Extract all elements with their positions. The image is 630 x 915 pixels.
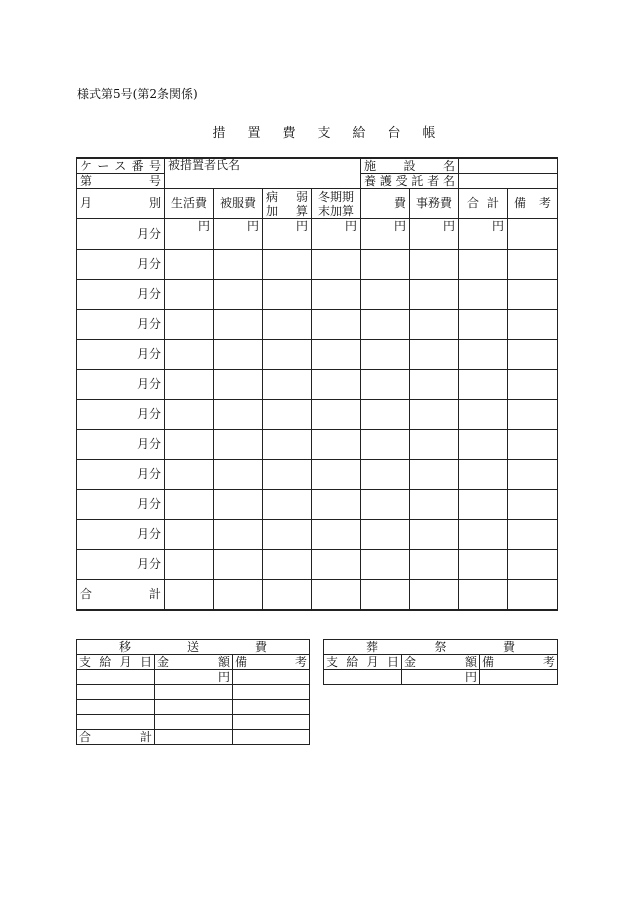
ledger-cell[interactable] — [263, 310, 312, 340]
total-row — [77, 580, 558, 611]
col-winter-top: 冬期期 — [318, 189, 355, 204]
ledger-cell[interactable] — [214, 250, 263, 280]
yen-mark: 円 — [263, 219, 312, 250]
document-title: 措置費支給台帳 — [212, 126, 458, 141]
total-cell[interactable] — [312, 580, 361, 611]
ledger-cell[interactable] — [263, 340, 312, 370]
ledger-cell[interactable] — [312, 310, 361, 340]
total-cell[interactable] — [263, 580, 312, 611]
ledger-cell[interactable] — [312, 490, 361, 520]
funeral-remarks-header: 備考 — [480, 655, 558, 670]
transport-remarks-header: 備考 — [233, 655, 310, 670]
ledger-cell[interactable] — [312, 550, 361, 580]
month-label: 月分 — [77, 310, 165, 340]
col-sick-top: 病弱 — [266, 189, 308, 204]
ledger-cell[interactable] — [312, 460, 361, 490]
ledger-cell[interactable] — [459, 460, 508, 490]
transport-remarks-cell[interactable] — [233, 715, 310, 730]
month-row — [77, 250, 558, 280]
ledger-cell[interactable] — [214, 430, 263, 460]
ledger-cell[interactable] — [361, 550, 410, 580]
transport-amount-cell[interactable] — [155, 685, 233, 700]
yen-mark: 円 — [410, 219, 459, 250]
ledger-cell[interactable] — [165, 250, 214, 280]
ledger-cell[interactable] — [459, 280, 508, 310]
transport-remarks-cell[interactable] — [233, 685, 310, 700]
ledger-cell[interactable] — [165, 340, 214, 370]
total-cell[interactable] — [214, 580, 263, 611]
total-cell[interactable] — [361, 580, 410, 611]
ledger-cell[interactable] — [508, 520, 558, 550]
ledger-cell[interactable] — [214, 550, 263, 580]
month-row — [77, 490, 558, 520]
ledger-cell[interactable] — [312, 370, 361, 400]
month-row — [77, 219, 558, 250]
yen-mark: 円 — [459, 219, 508, 250]
col-month: 月別 — [77, 189, 165, 219]
col-total: 合計 — [459, 189, 508, 219]
ledger-cell[interactable] — [508, 250, 558, 280]
ledger-cell[interactable] — [410, 400, 459, 430]
transport-total-label: 合計 — [77, 730, 155, 745]
ledger-cell[interactable] — [263, 460, 312, 490]
facility-name-label: 施設名 — [361, 158, 459, 174]
funeral-date-header: 支給月日 — [324, 655, 402, 670]
col-remarks: 備考 — [508, 189, 558, 219]
ledger-cell[interactable] — [410, 370, 459, 400]
month-row — [77, 430, 558, 460]
ledger-cell[interactable] — [214, 370, 263, 400]
ledger-cell[interactable] — [214, 280, 263, 310]
ledger-cell[interactable] — [459, 550, 508, 580]
ledger-cell[interactable] — [214, 520, 263, 550]
ledger-cell[interactable] — [361, 340, 410, 370]
ledger-cell[interactable] — [214, 310, 263, 340]
total-cell[interactable] — [410, 580, 459, 611]
month-row — [77, 340, 558, 370]
funeral-title: 葬祭費 — [324, 640, 558, 655]
ledger-cell[interactable] — [165, 430, 214, 460]
ledger-cell[interactable] — [459, 520, 508, 550]
col-living: 生活費 — [165, 189, 214, 219]
month-label: 月分 — [77, 370, 165, 400]
ledger-cell[interactable] — [410, 430, 459, 460]
month-label: 月分 — [77, 550, 165, 580]
ledger-cell[interactable] — [508, 310, 558, 340]
ledger-cell[interactable] — [410, 460, 459, 490]
yen-mark: 円 — [402, 670, 480, 685]
ledger-cell[interactable] — [361, 250, 410, 280]
ledger-cell[interactable] — [410, 280, 459, 310]
ledger-cell[interactable] — [263, 370, 312, 400]
ledger-cell[interactable] — [459, 250, 508, 280]
total-label: 合計 — [77, 580, 165, 611]
ledger-cell[interactable] — [214, 490, 263, 520]
case-number-cell[interactable] — [77, 174, 165, 189]
transport-amount-cell[interactable] — [155, 715, 233, 730]
ledger-cell[interactable] — [165, 310, 214, 340]
ledger-cell[interactable] — [459, 310, 508, 340]
ledger-cell[interactable] — [312, 520, 361, 550]
yen-mark: 円 — [155, 670, 233, 685]
ledger-cell[interactable] — [263, 280, 312, 310]
col-sick — [263, 189, 312, 219]
ledger-cell[interactable] — [263, 400, 312, 430]
month-label: 月分 — [77, 250, 165, 280]
ledger-cell[interactable] — [459, 430, 508, 460]
funeral-date-cell[interactable] — [324, 670, 402, 685]
col-winter-bottom: 末加算 — [318, 203, 355, 218]
transport-date-cell[interactable] — [77, 670, 155, 685]
ledger-cell[interactable] — [312, 400, 361, 430]
ledger-cell[interactable] — [508, 490, 558, 520]
month-row — [77, 460, 558, 490]
month-row — [77, 370, 558, 400]
ledger-cell[interactable] — [459, 400, 508, 430]
ledger-cell[interactable] — [508, 340, 558, 370]
ledger-cell[interactable] — [361, 310, 410, 340]
person-name-label: 被措置者氏名 — [168, 158, 241, 172]
transport-remarks-cell[interactable] — [233, 670, 310, 685]
transport-date-cell[interactable] — [77, 715, 155, 730]
ledger-cell[interactable] — [165, 400, 214, 430]
ledger-cell[interactable] — [508, 280, 558, 310]
ledger-cell[interactable] — [361, 460, 410, 490]
transport-amount-cell[interactable] — [155, 730, 233, 745]
transport-remarks-cell[interactable] — [233, 730, 310, 745]
ledger-cell[interactable] — [459, 370, 508, 400]
yen-mark: 円 — [214, 219, 263, 250]
ledger-cell[interactable] — [312, 430, 361, 460]
funeral-cost-table — [323, 639, 558, 685]
month-label: 月分 — [77, 460, 165, 490]
ledger-cell[interactable] — [361, 520, 410, 550]
transport-title: 移送費 — [77, 640, 310, 655]
ledger-cell[interactable] — [508, 550, 558, 580]
col-fee: 費 — [361, 189, 410, 219]
ledger-cell[interactable] — [263, 250, 312, 280]
month-row — [77, 520, 558, 550]
funeral-amount-header: 金額 — [402, 655, 480, 670]
col-winter — [312, 189, 361, 219]
ledger-cell[interactable] — [508, 460, 558, 490]
month-label: 月分 — [77, 340, 165, 370]
ledger-cell[interactable] — [410, 310, 459, 340]
facility-name-value[interactable] — [459, 158, 558, 174]
month-row — [77, 280, 558, 310]
form-number: 様式第5号(第2条関係) — [77, 87, 198, 101]
ledger-cell[interactable] — [214, 460, 263, 490]
col-sick-bottom: 加算 — [266, 203, 308, 218]
ledger-cell[interactable] — [361, 490, 410, 520]
case-number-label: ケース番号 — [77, 158, 165, 174]
transport-amount-cell[interactable] — [155, 700, 233, 715]
ledger-cell[interactable] — [410, 250, 459, 280]
month-label: 月分 — [77, 280, 165, 310]
col-office: 事務費 — [410, 189, 459, 219]
transport-amount-header: 金額 — [155, 655, 233, 670]
funeral-remarks-cell[interactable] — [480, 670, 558, 685]
month-row — [77, 400, 558, 430]
ledger-cell[interactable] — [508, 370, 558, 400]
transport-date-cell[interactable] — [77, 685, 155, 700]
month-row — [77, 310, 558, 340]
ledger-cell[interactable] — [410, 490, 459, 520]
total-cell[interactable] — [165, 580, 214, 611]
ledger-cell[interactable] — [312, 280, 361, 310]
transport-remarks-cell[interactable] — [233, 700, 310, 715]
col-clothing: 被服費 — [214, 189, 263, 219]
ledger-cell[interactable] — [410, 550, 459, 580]
remarks-cell[interactable] — [508, 219, 558, 250]
ledger-cell[interactable] — [459, 490, 508, 520]
ledger-cell[interactable] — [312, 250, 361, 280]
month-label: 月分 — [77, 520, 165, 550]
ledger-cell[interactable] — [312, 340, 361, 370]
ledger-cell[interactable] — [361, 430, 410, 460]
ledger-cell[interactable] — [263, 520, 312, 550]
ledger-cell[interactable] — [410, 340, 459, 370]
month-row — [77, 550, 558, 580]
total-cell[interactable] — [459, 580, 508, 611]
yen-mark: 円 — [361, 219, 410, 250]
dai-label: 第 — [80, 173, 93, 188]
ledger-cell[interactable] — [361, 280, 410, 310]
ledger-cell[interactable] — [263, 550, 312, 580]
ledger-cell[interactable] — [263, 490, 312, 520]
column-header-row — [77, 189, 558, 219]
ledger-cell[interactable] — [361, 370, 410, 400]
ledger-cell[interactable] — [361, 400, 410, 430]
ledger-cell[interactable] — [165, 280, 214, 310]
transport-date-cell[interactable] — [77, 700, 155, 715]
ledger-cell[interactable] — [410, 520, 459, 550]
person-name-cell — [165, 158, 361, 189]
month-label: 月分 — [77, 430, 165, 460]
month-label: 月分 — [77, 400, 165, 430]
go-label: 号 — [148, 173, 161, 188]
yen-mark: 円 — [312, 219, 361, 250]
ledger-cell[interactable] — [263, 430, 312, 460]
ledger-cell[interactable] — [165, 550, 214, 580]
yen-mark: 円 — [165, 219, 214, 250]
foster-name-label: 養護受託者名 — [361, 174, 459, 189]
ledger-cell[interactable] — [508, 400, 558, 430]
ledger-cell[interactable] — [508, 430, 558, 460]
ledger-cell[interactable] — [165, 370, 214, 400]
main-ledger-table — [76, 157, 558, 611]
ledger-cell[interactable] — [214, 340, 263, 370]
ledger-cell[interactable] — [214, 400, 263, 430]
foster-name-value[interactable] — [459, 174, 558, 189]
ledger-cell[interactable] — [165, 520, 214, 550]
ledger-cell[interactable] — [165, 490, 214, 520]
transport-date-header: 支給月日 — [77, 655, 155, 670]
total-cell[interactable] — [508, 580, 558, 611]
ledger-cell[interactable] — [459, 340, 508, 370]
transport-cost-table — [76, 639, 310, 745]
ledger-cell[interactable] — [165, 460, 214, 490]
month-label: 月分 — [77, 219, 165, 250]
month-label: 月分 — [77, 490, 165, 520]
